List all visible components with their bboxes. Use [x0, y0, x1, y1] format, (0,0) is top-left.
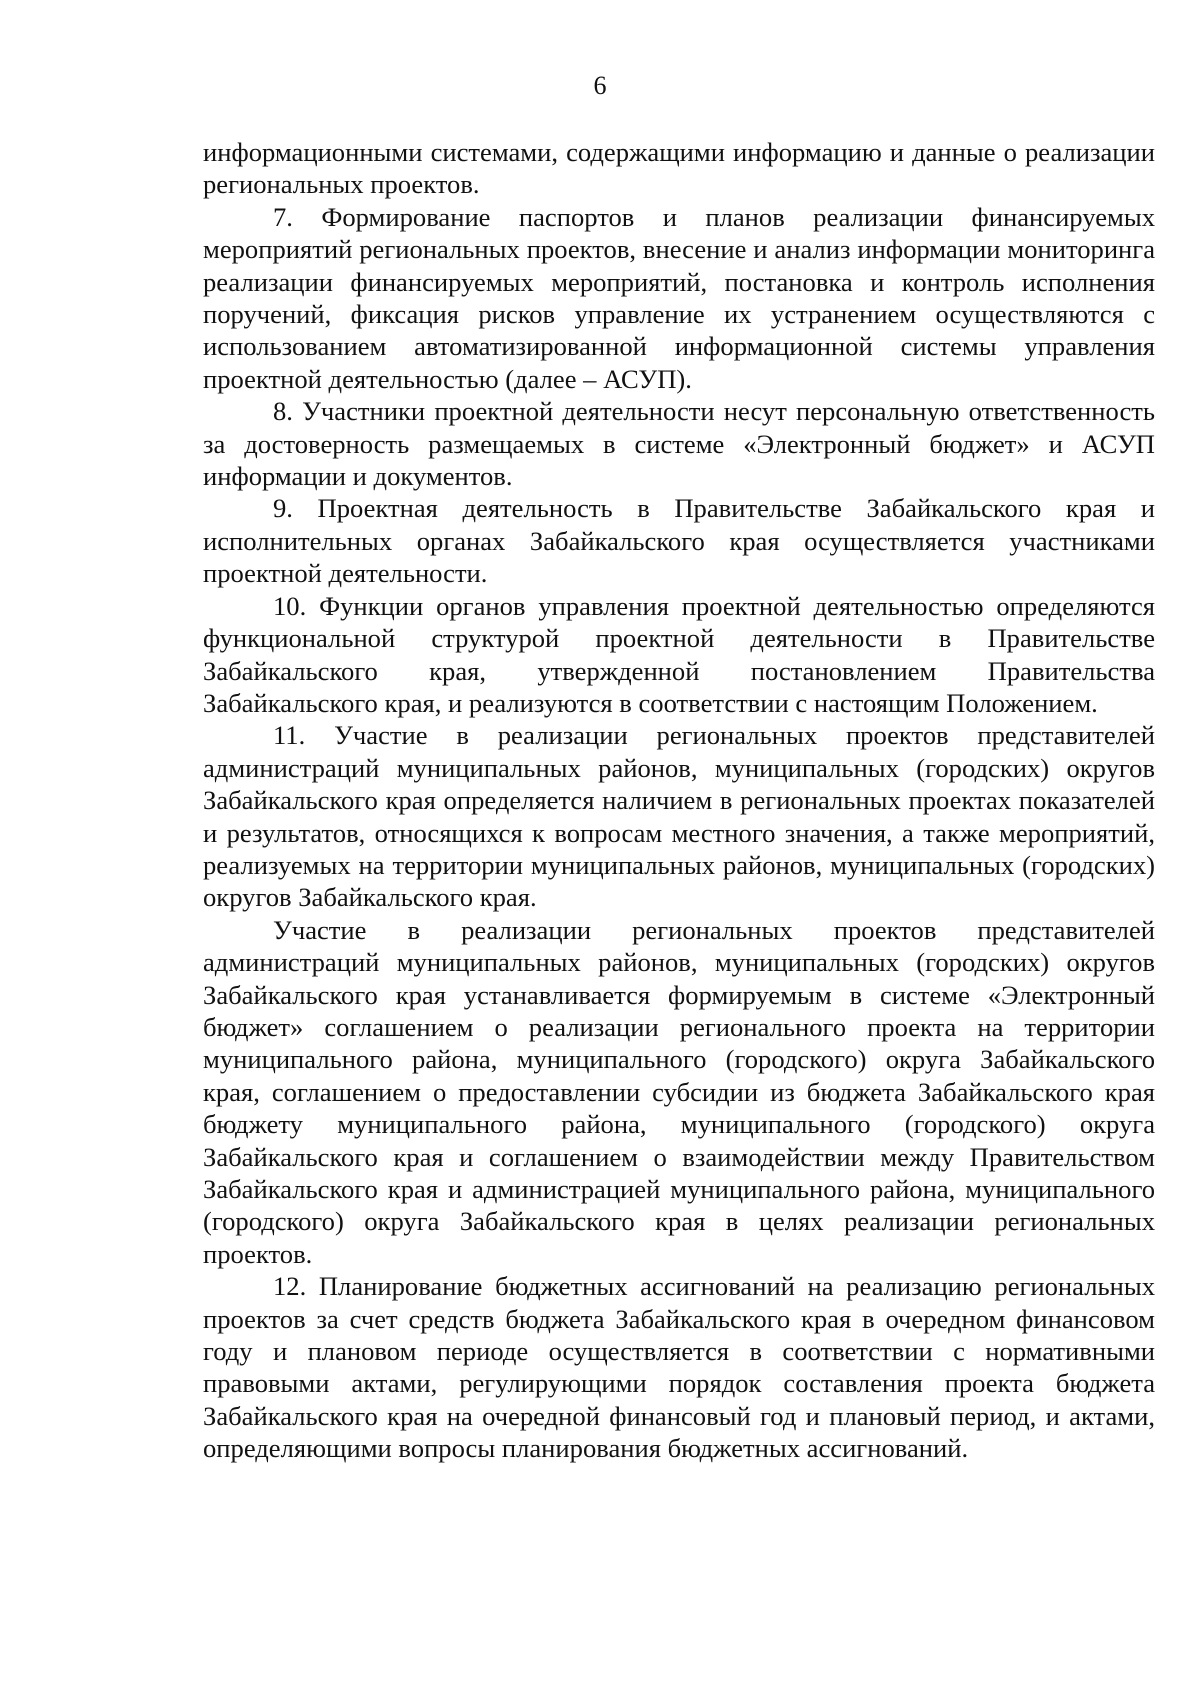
paragraph-item-7: 7. Формирование паспортов и планов реализации финансируемых мероприятий региональных проектов, внесение и анализ информации мониторинга реализации финансируемых мероприятий, постановка и контроль исполнения поручений, фиксация рисков управление их устранением осуществляются с использованием автоматизированной информационной системы управления проектной деятельностью (далее – АСУП). — [203, 201, 1155, 394]
page-number: 6 — [593, 71, 607, 100]
paragraph-item-10: 10. Функции органов управления проектной деятельностью определяются функциональной структурой проектной деятельности в Правительстве Забайкальского края, утвержденной постановлением Правительства Забайкальского края, и реализуются в соответствии с настоящим Положением. — [203, 590, 1155, 718]
paragraph-item-12: 12. Планирование бюджетных ассигнований на реализацию региональных проектов за счет средств бюджета Забайкальского края в очередном финансовом году и плановом периоде осуществляется в соответствии с нормативными правовыми актами, регулирующими порядок составления проекта бюджета Забайкальского края на очередной финансовый год и плановый период, и актами, определяющими вопросы планирования бюджетных ассигнований. — [203, 1271, 1155, 1464]
paragraph-item-9: 9. Проектная деятельность в Правительстве Забайкальского края и исполнительных органах Забайкальского края осуществляется участниками проектной деятельности. — [203, 493, 1155, 589]
paragraph-item-8: 8. Участники проектной деятельности несут персональную ответственность за достоверность размещаемых в системе «Электронный бюджет» и АСУП информации и документов. — [203, 396, 1155, 492]
document-body — [203, 136, 1155, 1465]
paragraph-item-11-continued: Участие в реализации региональных проектов представителей администраций муниципальных районов, муниципальных (городских) округов Забайкальского края устанавливается формируемым в системе «Электронный бюджет» соглашением о реализации регионального проекта на территории муниципального района, муниципального (городского) округа Забайкальского края, соглашением о предоставлении субсидии из бюджета Забайкальского края бюджету муниципального района, муниципального (городского) округа Забайкальского края и соглашением о взаимодействии между Правительством Забайкальского края и администрацией муниципального района, муниципального (городского) округа Забайкальского края в целях реализации региональных проектов. — [203, 914, 1155, 1269]
paragraph-continuation: информационными системами, содержащими информацию и данные о реализации региональных проектов. — [203, 137, 1155, 200]
paragraph-item-11: 11. Участие в реализации региональных проектов представителей администраций муниципальных районов, муниципальных (городских) округов Забайкальского края определяется наличием в региональных проектах показателей и результатов, относящихся к вопросам местного значения, а также мероприятий, реализуемых на территории муниципальных районов, муниципальных (городских) округов Забайкальского края. — [203, 720, 1155, 913]
